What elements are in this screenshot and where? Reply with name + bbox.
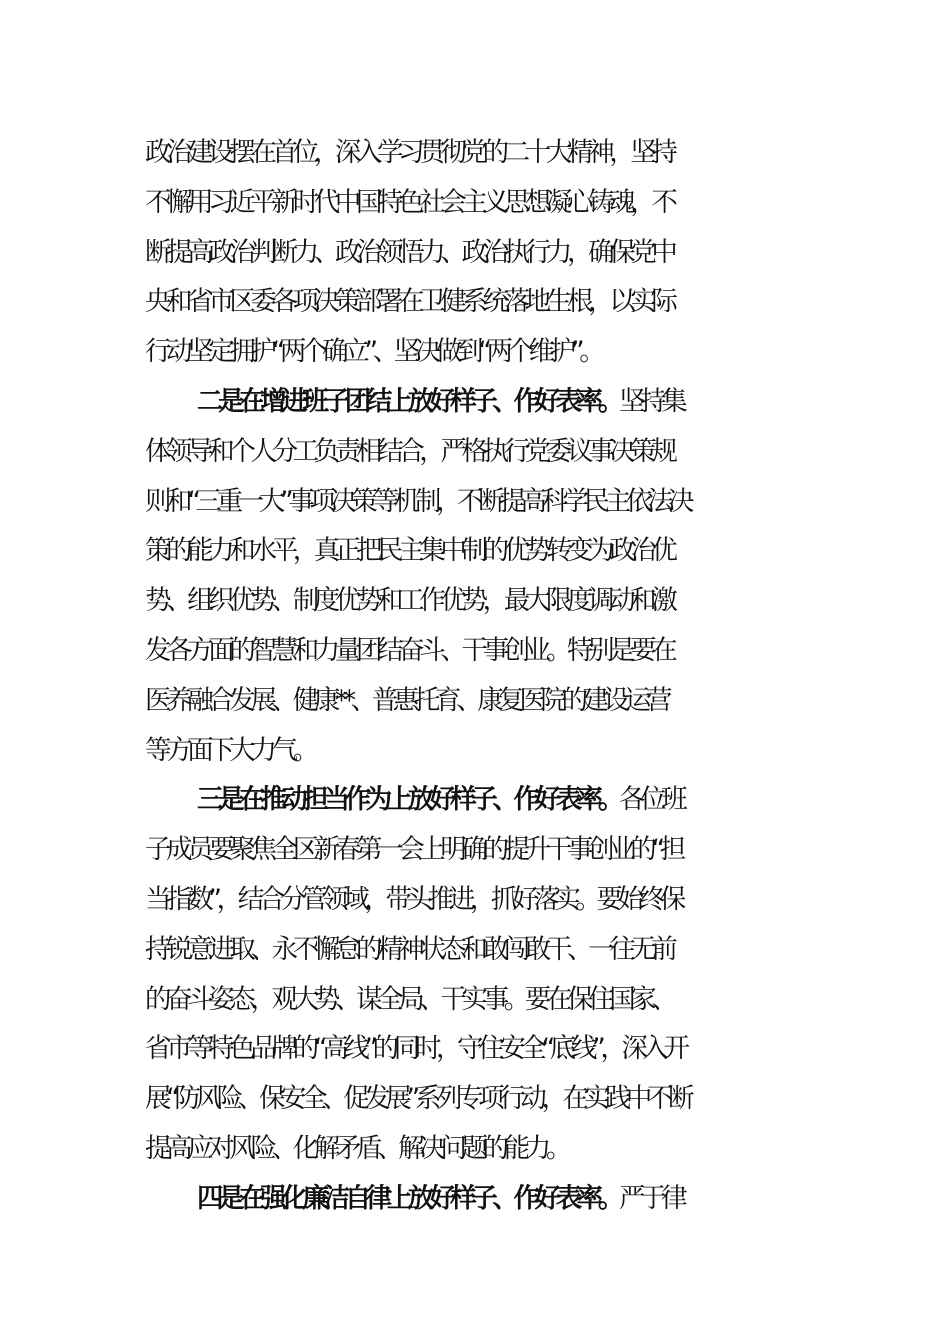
line-text: 省市等特色品牌的“高线”的同时，守住安全“底线”，深入开 (145, 1033, 685, 1065)
text-line (145, 1024, 815, 1074)
paragraph-heading-line (145, 377, 815, 427)
paragraph-heading-line (145, 1174, 815, 1224)
text-line (145, 228, 815, 278)
line-text: 央和省市区委各项决策部署在卫健系统落地生根，以实际 (145, 286, 673, 318)
text-line (145, 576, 815, 626)
line-text: 策的能力和水平，真正把民主集中制的优势转变为政治优 (145, 535, 673, 567)
text-line (145, 1074, 815, 1124)
text-line (145, 726, 815, 776)
paragraph-heading: 二是在增进班子团结上放好样子、作好表率。 (197, 385, 619, 417)
text-line (145, 925, 815, 975)
text-line (145, 427, 815, 477)
line-text: 政治建设摆在首位，深入学习贯彻党的二十大精神，坚持 (145, 137, 673, 168)
line-text: 提高应对风险、化解矛盾、解决问题的能力。 (145, 1132, 567, 1164)
text-line (145, 676, 815, 726)
text-line (145, 626, 815, 676)
line-text: 等方面下大力气。 (145, 734, 314, 766)
line-text: 子成员要聚焦全区新春第一会上明确的提升干事创业的“担 (145, 834, 681, 866)
paragraph-heading: 三是在推动担当作为上放好样子、作好表率。 (197, 784, 619, 816)
line-text: 断提高政治判断力、政治领悟力、政治执行力，确保党中 (145, 236, 673, 268)
line-text: 体领导和个人分工负责相结合，严格执行党委议事决策规 (145, 435, 673, 467)
line-text: 则和“三重一大”事项决策等机制，不断提高科学民主依法决 (145, 485, 690, 517)
line-text: 严于律 (619, 1182, 683, 1214)
line-text: 当指数”，结合分管领域，带头推进，抓好落实。要始终保 (145, 883, 681, 915)
line-text: 展“防风险、保安全、促发展”系列专项行动，在实践中不断 (145, 1083, 690, 1115)
text-line (145, 178, 815, 228)
line-text: 势、组织优势、制度优势和工作优势，最大限度调动和激 (145, 585, 673, 617)
line-text: 行动坚定拥护“两个确立”、坚决做到“两个维护”。 (145, 336, 601, 368)
text-line (145, 875, 815, 925)
text-line (145, 1124, 815, 1174)
line-text: 坚持集 (619, 385, 683, 417)
line-text: 不懈用习近平新时代中国特色社会主义思想凝心铸魂，不 (145, 186, 673, 218)
line-text: 发各方面的智慧和力量团结奋斗、干事创业。特别是要在 (145, 634, 673, 666)
line-text: 医养融合发展、健康**、普惠托育、康复医院的建设运营 (145, 684, 668, 716)
text-line (145, 825, 815, 875)
text-line (145, 327, 815, 377)
line-text: 各位班 (619, 784, 683, 816)
document-body (145, 128, 815, 1224)
paragraph-heading-line (145, 775, 815, 825)
line-text: 的奋斗姿态，观大势、谋全局、干实事。要在保住国家、 (145, 983, 673, 1015)
text-line (145, 477, 815, 527)
text-line (145, 277, 815, 327)
text-line (145, 526, 815, 576)
line-text: 持锐意进取、永不懈怠的精神状态和敢闯敢干、一往无前 (145, 933, 673, 965)
paragraph-heading: 四是在强化廉洁自律上放好样子、作好表率。 (197, 1182, 619, 1214)
text-line (145, 128, 815, 178)
text-line (145, 975, 815, 1025)
